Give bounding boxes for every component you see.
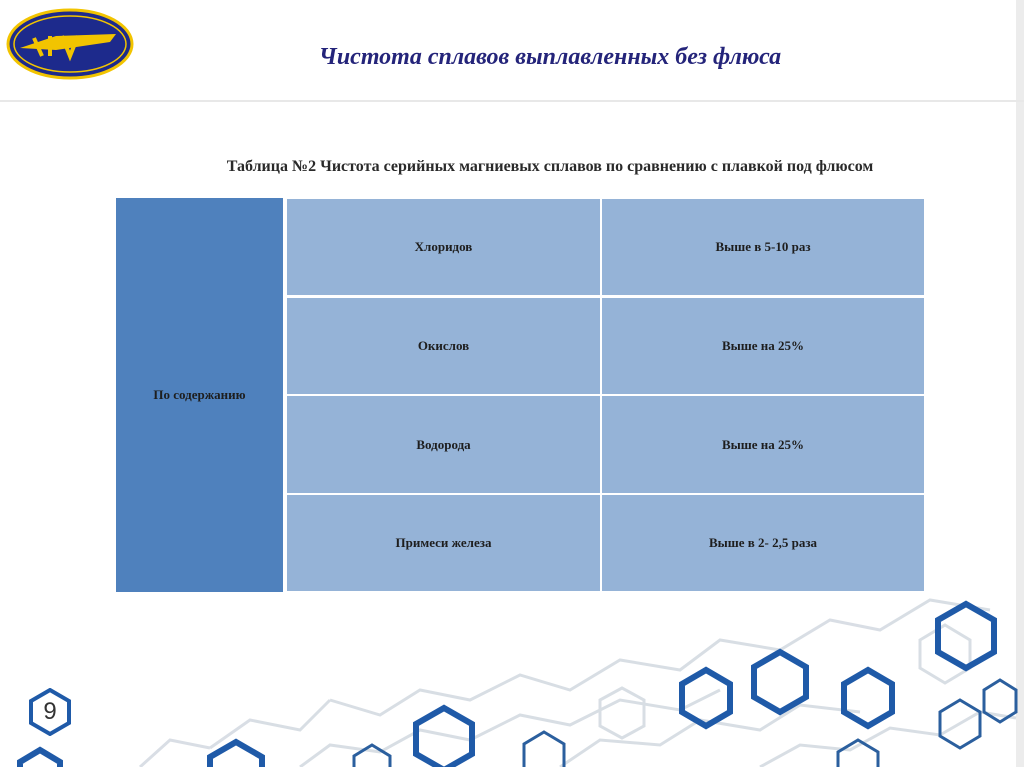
table-row-value	[601, 198, 925, 296]
row-value-label: Выше на 25%	[721, 436, 805, 452]
group-cell	[116, 198, 286, 592]
page-title: Чистота сплавов выплавленных без флюса	[318, 44, 782, 70]
row-value-label: Выше в 2- 2,5 раза	[708, 535, 818, 550]
row-value-label: Выше на 25%	[721, 338, 805, 353]
viam-logo-icon	[6, 8, 134, 80]
group-label: По содержанию	[153, 387, 246, 402]
page-number-badge	[28, 688, 72, 736]
row-value-label: Выше в 5-10 раз	[715, 239, 811, 254]
table-row-value	[601, 395, 925, 494]
table-caption: Таблица №2 Чистота серийных магниевых сплавов по сравнению с плавкой под флюсом	[226, 158, 874, 175]
row-item-label: Примеси железа	[395, 535, 492, 550]
row-item-label: Водорода	[416, 436, 471, 452]
hexagon-pattern-decoration	[0, 560, 1024, 767]
row-item-label: Хлоридов	[414, 239, 473, 254]
table-row-item	[286, 395, 601, 494]
table-row-item	[286, 198, 601, 296]
row-item-label: Окислов	[417, 338, 470, 353]
page-number: 9	[43, 698, 57, 725]
header-divider	[0, 100, 1024, 102]
table-row-item	[286, 297, 601, 395]
table-row-value	[601, 297, 925, 395]
